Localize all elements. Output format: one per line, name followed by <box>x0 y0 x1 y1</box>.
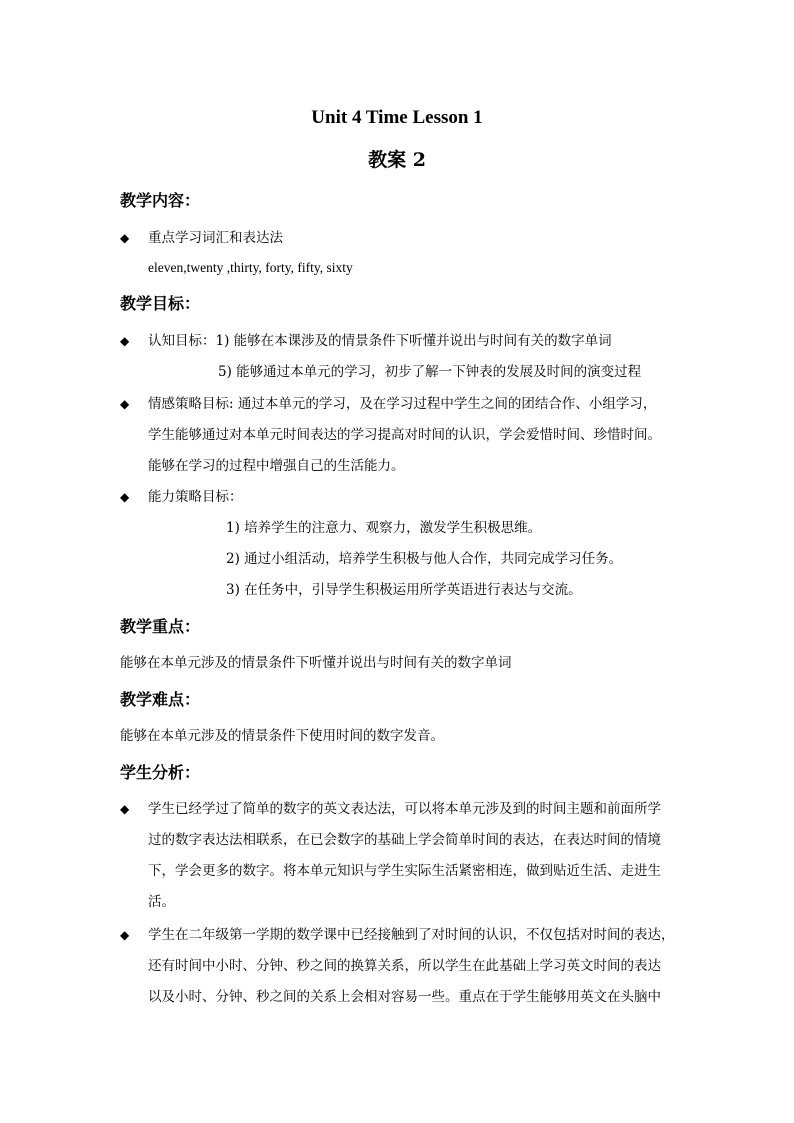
document-title: Unit 4 Time Lesson 1 <box>311 107 483 128</box>
diamond-bullet-icon: ◆ <box>120 334 130 348</box>
difficulties-text: 能够在本单元涉及的情景条件下使用时间的数字发音。 <box>120 728 444 744</box>
ability-goal-1: 1) 培养学生的注意力、观察力，激发学生积极思维。 <box>226 520 542 536</box>
analysis-line: 活。 <box>148 894 175 910</box>
diamond-bullet-icon: ◆ <box>120 802 130 816</box>
ability-goal-3: 3) 在任务中，引导学生积极运用所学英语进行表达与交流。 <box>226 582 582 598</box>
analysis-line: 学生已经学过了简单的数字的英文表达法，可以将本单元涉及到的时间主题和前面所学 <box>148 801 661 817</box>
analysis-line: 过的数字表达法相联系，在已会数字的基础上学会简单时间的表达，在表达时间的情境 <box>148 832 661 848</box>
diamond-bullet-icon: ◆ <box>120 928 130 942</box>
ability-goal: 能力策略目标： <box>148 489 243 505</box>
analysis-line: 以及小时、分钟、秒之间的关系上会相对容易一些。重点在于学生能够用英文在头脑中 <box>148 989 661 1005</box>
analysis-line: 还有时间中小时、分钟、秒之间的换算关系，所以学生在此基础上学习英文时间的表达 <box>148 958 661 974</box>
document-subtitle: 教案 2 <box>368 149 426 171</box>
affective-goal-line: 能够在学习的过程中增强自己的生活能力。 <box>148 458 405 474</box>
diamond-bullet-icon: ◆ <box>120 397 130 411</box>
section-heading-content: 教学内容： <box>120 191 201 210</box>
affective-goal-line: 情感策略目标: 通过本单元的学习，及在学习过程中学生之间的团结合作、小组学习， <box>148 396 657 412</box>
section-heading-analysis: 学生分析： <box>120 763 201 782</box>
analysis-line: 下，学会更多的数字。将本单元知识与学生实际生活紧密相连，做到贴近生活、走进生 <box>148 863 661 879</box>
content-item: 重点学习词汇和表达法 <box>148 230 283 246</box>
diamond-bullet-icon: ◆ <box>120 490 130 504</box>
section-heading-difficulties: 教学难点： <box>120 690 201 709</box>
cognitive-goal: 认知目标：1) 能够在本课涉及的情景条件下听懂并说出与时间有关的数字单词 <box>148 333 612 349</box>
affective-goal-line: 学生能够通过对本单元时间表达的学习提高对时间的认识，学会爱惜时间、珍惜时间。 <box>148 427 661 443</box>
section-heading-goals: 教学目标： <box>120 294 201 313</box>
cognitive-goal-5: 5) 能够通过本单元的学习，初步了解一下钟表的发展及时间的演变过程 <box>218 364 642 380</box>
key-points-text: 能够在本单元涉及的情景条件下听懂并说出与时间有关的数字单词 <box>120 655 512 671</box>
ability-goal-2: 2) 通过小组活动，培养学生积极与他人合作，共同完成学习任务。 <box>226 551 623 567</box>
diamond-bullet-icon: ◆ <box>120 231 130 245</box>
section-heading-key-points: 教学重点： <box>120 617 201 636</box>
analysis-line: 学生在二年级第一学期的数学课中已经接触到了对时间的认识，不仅包括对时间的表达， <box>148 927 675 943</box>
vocabulary-words: eleven,twenty ,thirty, forty, fifty, sixty <box>148 260 353 275</box>
